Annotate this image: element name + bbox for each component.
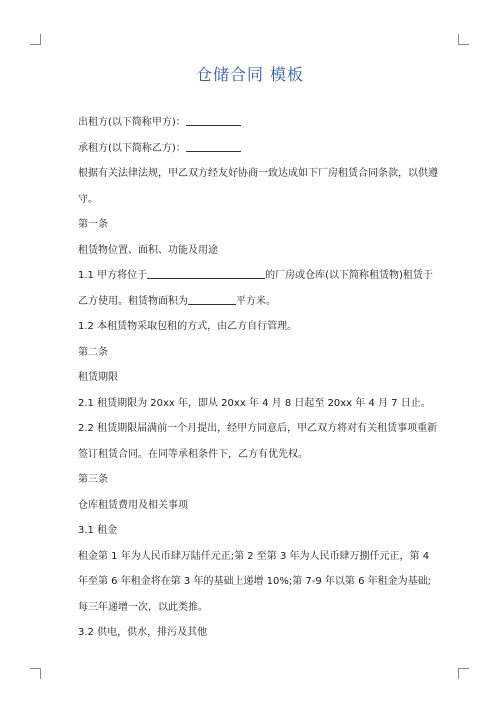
clause-3-1-title: 3.1 租金 xyxy=(78,525,118,536)
lessee-label: 承租方(以下简称乙方)： xyxy=(78,142,186,154)
lessee-line xyxy=(62,136,438,162)
clause-1-1-part-b: 的厂房或仓库(以下简称租赁物)租赁于乙方使用。租赁物面积为 xyxy=(78,270,433,307)
lessor-label: 出租方(以下简称甲方)： xyxy=(78,117,186,128)
document-body xyxy=(62,110,438,646)
article-3-title: 仓库租赁费用及相关事项 xyxy=(78,499,188,511)
area-blank xyxy=(188,294,236,305)
clause-3-1-text: 租金第 1 年为人民币肆万陆仟元正;第 2 至第 3 年为人民币肆万捌仟元正，第 4 年至第 6 年租金将在第 3 年的基础上递增 10%;第 7-9 年以第 6 年租金为基础;每三年递增一次，以此类推。 xyxy=(78,550,431,613)
crop-mark-top-right xyxy=(458,34,469,45)
intro-paragraph: 根据有关法律法规，甲乙双方经友好协商一致达成如下厂房租赁合同条款，以供遵守。 xyxy=(78,168,438,205)
article-3-heading: 第三条 xyxy=(78,474,108,485)
article-2-heading: 第二条 xyxy=(78,346,108,358)
location-blank xyxy=(147,268,265,279)
clause-2-1: 2.1 租赁期限为 20xx 年，即从 20xx 年 4 月 8 日起至 20xx 年 4 月 7 日止。 xyxy=(78,397,431,409)
clause-1-1-part-c: 平方米。 xyxy=(236,295,276,307)
document-title: 仓储合同 模板 xyxy=(195,65,305,84)
article-1-title: 租赁物位置、面积、功能及用途 xyxy=(78,244,218,256)
lessor-blank xyxy=(186,115,241,126)
article-2-title: 租赁期限 xyxy=(78,372,118,383)
crop-mark-bottom-right xyxy=(458,668,469,679)
lessor-line xyxy=(62,110,438,136)
article-1-heading: 第一条 xyxy=(78,219,108,230)
clause-1-2: 1.2 本租赁物采取包租的方式，由乙方自行管理。 xyxy=(78,321,298,332)
crop-mark-top-left xyxy=(30,34,41,45)
lessee-blank xyxy=(186,141,241,152)
clause-2-2: 2.2 租赁期限届满前一个月提出，经甲方同意后，甲乙双方将对有关租赁事项重新签订租赁合同。在同等承租条件下，乙方有优先权。 xyxy=(78,423,438,460)
crop-mark-bottom-left xyxy=(30,668,41,679)
clause-1-1 xyxy=(62,263,438,314)
clause-1-1-part-a: 1.1 甲方将位于 xyxy=(78,270,148,281)
clause-3-2-title: 3.2 供电，供水，排污及其他 xyxy=(78,627,208,638)
